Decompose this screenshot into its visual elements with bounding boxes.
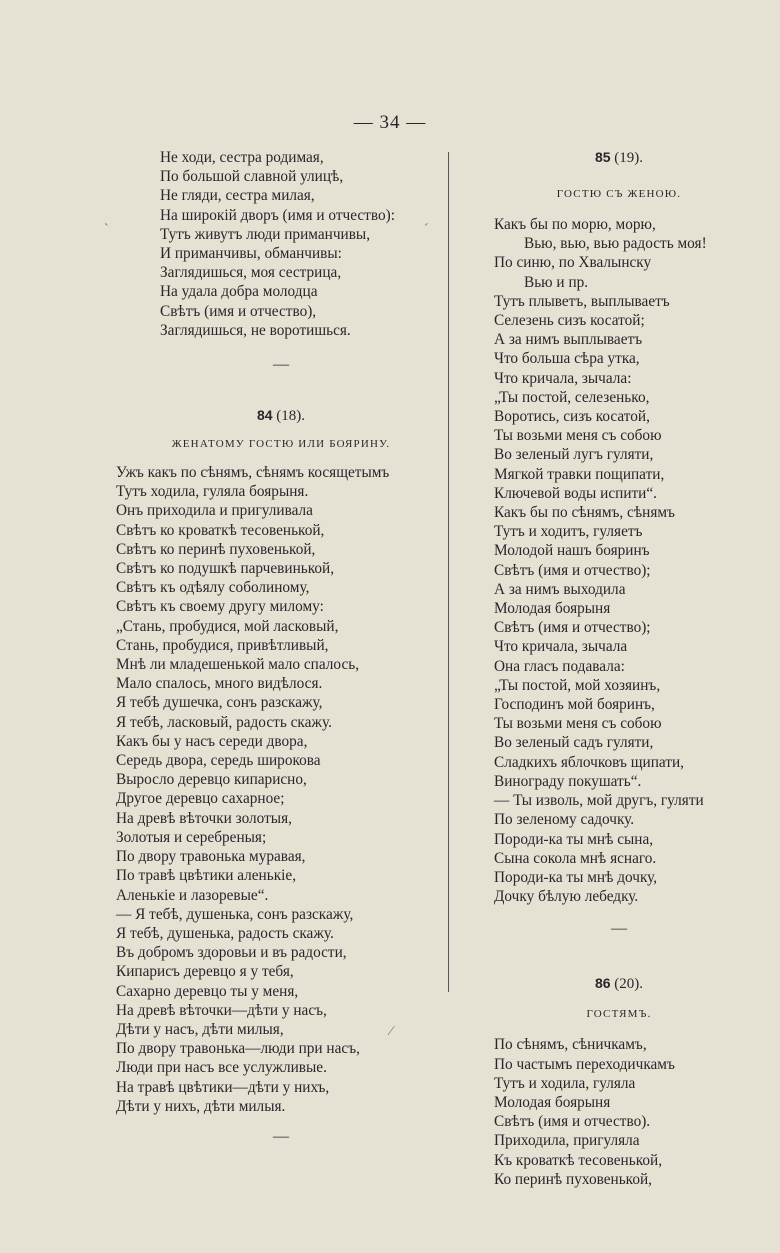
verse-line: — Ты изволь, мой другъ, гуляти [494,792,704,810]
verse-line: Не гляди, сестра милая, [160,187,315,205]
verse-line: А за нимъ выходила [494,580,626,598]
verse-line: Мало спалось, много видѣлося. [116,675,323,693]
verse-line: Какъ бы по морю, морю, [494,216,656,233]
verse-line: Выросло деревцо кипарисно, [116,771,307,789]
verse-line: Дѣти у нихъ, дѣти милыя. [116,1097,286,1115]
verse-line: Въ добромъ здоровьи и въ радости, [116,944,347,962]
verse-line: А за нимъ выплываетъ [494,331,643,349]
poem-number: 86 [594,975,611,992]
verse-line: Свѣтъ (имя и отчество); [494,561,651,579]
verse-line: Мягкой травки пощипати, [494,465,665,483]
right-column [494,148,744,1189]
verse-line: Тутъ плыветъ, выплываетъ [494,292,670,310]
continuation-verse [116,148,446,340]
verse-line: По двору травонька муравая, [116,848,306,866]
verse-line: Сахарно деревцо ты у меня, [116,982,299,1000]
section-separator: — [611,920,627,938]
verse-line: Какъ бы у насъ середи двора, [116,732,308,750]
verse-line: Тутъ живутъ люди приманчивы, [160,225,371,243]
verse-line: Другое деревцо сахарное; [116,790,285,808]
verse-line: По двору травонька—люди при насъ, [116,1040,360,1058]
verse-line: Она гласъ подавала: [494,657,625,675]
verse-line: Онъ приходила и пригуливала [116,502,313,520]
poem-85-heading [494,148,744,167]
verse-line: Свѣтъ ко перинѣ пуховенькой, [116,540,316,558]
verse-line: Аленькіе и лазоревые“. [116,886,269,904]
verse-line: Во зеленый лугъ гуляти, [494,446,654,464]
poem-84-verse [116,463,446,1116]
column-divider [448,152,449,992]
verse-line: На травѣ цвѣтики—дѣти у нихъ, [116,1078,330,1096]
verse-line: Сына сокола мнѣ яснаго. [494,849,657,867]
verse-line: Ты возьми меня съ собою [494,427,662,445]
verse-line: Золотыя и серебреныя; [116,828,267,846]
verse-line: Люди при насъ все услужливые. [116,1059,327,1077]
verse-line: Свѣтъ ко подушкѣ парчевинькой, [116,560,335,578]
verse-line: Молодой нашъ бояринъ [494,542,650,560]
verse-line: Свѣтъ (имя и отчество), [160,302,317,320]
poem-variant: (18). [276,408,306,425]
poem-number: 84 [256,407,273,424]
verse-line: Я тебѣ душечка, сонъ разскажу, [116,694,323,712]
verse-line: На древѣ вѣточки—дѣти у насъ, [116,1001,327,1019]
verse-line: — Я тебѣ, душенька, сонъ разскажу, [116,905,354,923]
verse-line: По синю, по Хвалынску [494,254,652,272]
verse-line: Ужъ какъ по сѣнямъ, сѣнямъ косящетымъ [116,464,390,482]
verse-line: По большой славной улицѣ, [160,168,344,186]
verse-line: Молодая боярыня [494,600,611,618]
poem-84-heading [116,406,446,425]
verse-line: Что кричала, зычала: [494,369,632,387]
verse-line: На удала добра молодца [160,283,318,301]
verse-line: Заглядишься, не воротишься. [160,321,351,339]
verse-line: Кипарисъ деревцо я у тебя, [116,963,294,981]
poem-86-subtitle: ГОСТЯМЪ. [586,1008,652,1021]
section-separator: — [273,356,289,374]
verse-line: „Стань, пробудися, мой ласковый, [116,617,339,635]
verse-line: Свѣтъ (имя и отчество). [494,1113,651,1131]
verse-line: Винограду покушать“. [494,772,642,790]
poem-86-heading [494,974,744,993]
verse-line: По зеленому садочку. [494,811,635,829]
stray-mark: ˋ [104,222,109,237]
verse-line: Господинъ мой бояринъ, [494,696,655,714]
verse-line: Заглядишься, моя сестрица, [160,264,342,282]
verse-line: Что кричала, зычала [494,638,628,656]
page-number: — 34 — [353,112,427,133]
verse-line: Къ кроваткѣ тесовенькой, [494,1151,663,1169]
poem-85-verse [494,215,744,906]
verse-line: Во зеленый садъ гуляти, [494,734,654,752]
verse-line: Дочку бѣлую лебедку. [494,888,639,906]
verse-line: Свѣтъ къ своему другу милому: [116,598,324,616]
verse-line: Что больша сѣра утка, [494,350,640,368]
verse-line: По частымъ переходичкамъ [494,1055,675,1073]
verse-line: Свѣтъ (имя и отчество); [494,619,651,637]
section-separator: — [273,1127,289,1145]
pencil-stroke-mark: ⁄ [390,1024,393,1039]
verse-line: Мнѣ ли младешенькой мало спалось, [116,656,360,674]
verse-line: Какъ бы по сѣнямъ, сѣнямъ [494,504,675,522]
verse-line: „Ты постой, мой хозяинъ, [494,676,661,694]
verse-line: Породи-ка ты мнѣ дочку, [494,868,658,886]
verse-line: Не ходи, сестра родимая, [160,149,324,166]
verse-line: Середь двора, середь широкова [116,752,321,770]
verse-line: Я тебѣ, душенька, радость скажу. [116,924,334,942]
verse-line: Ты возьми меня съ собою [494,715,662,733]
poem-86-verse [494,1035,744,1189]
verse-line: На древѣ вѣточки золотыя, [116,809,292,827]
verse-line: На широкій дворъ (имя и отчество): [160,206,395,224]
verse-refrain-line: Вью и пр. [524,273,589,291]
verse-line: Тутъ ходила, гуляла боярыня. [116,483,309,501]
verse-line: Селезень сизъ косатой; [494,312,645,330]
verse-line: Ключевой воды испити“. [494,484,657,502]
verse-line: Я тебѣ, ласковый, радость скажу. [116,713,332,731]
left-column [116,148,446,1146]
poem-84-subtitle: ЖЕНАТОМУ ГОСТЮ ИЛИ БОЯРИНУ. [171,438,391,451]
verse-line: Дѣти у насъ, дѣти милыя, [116,1020,284,1038]
verse-refrain-line: Вью, вью, вью радость моя! [524,235,707,253]
verse-line: Сладкихъ яблочковъ щипати, [494,753,684,771]
verse-line: Ко перинѣ пуховенькой, [494,1170,652,1188]
verse-line: Породи-ка ты мнѣ сына, [494,830,654,848]
verse-line: Воротись, сизъ косатой, [494,408,650,426]
poem-number: 85 [594,149,611,165]
verse-line: Свѣтъ ко кроваткѣ тесовенькой, [116,521,325,539]
verse-line: Молодая боярыня [494,1093,611,1111]
verse-line: По травѣ цвѣтики аленькіе, [116,867,297,885]
verse-line: Тутъ и ходитъ, гуляетъ [494,523,643,541]
stray-mark: ˊ [424,222,429,237]
verse-line: Тутъ и ходила, гуляла [494,1074,636,1092]
verse-line: По сѣнямъ, сѣничкамъ, [494,1036,647,1054]
poem-variant: (19). [614,150,644,166]
verse-line: Стань, пробудися, привѣтливый, [116,636,329,654]
poem-variant: (20). [614,976,644,993]
verse-line: И приманчивы, обманчивы: [160,245,342,263]
poem-85-subtitle: ГОСТЮ СЪ ЖЕНОЮ. [556,188,682,200]
verse-line: Свѣтъ къ одѣялу соболиному, [116,579,310,597]
verse-line: Приходила, пригуляла [494,1132,640,1150]
verse-line: „Ты постой, селезенько, [494,388,650,406]
